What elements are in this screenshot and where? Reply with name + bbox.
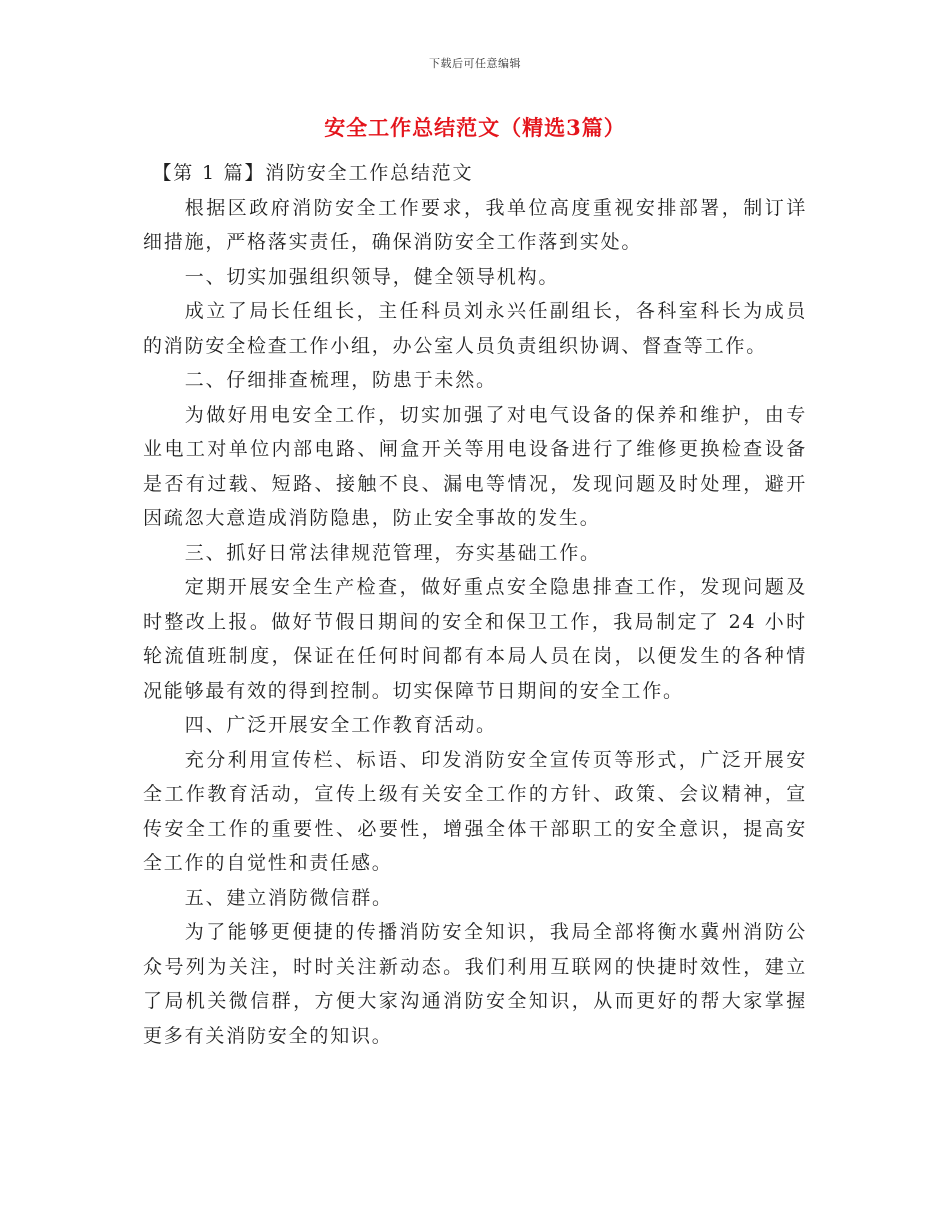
paragraph: 为了能够更便捷的传播消防安全知识，我局全部将衡水冀州消防公众号列为关注，时时关注新动态。我们利用互联网的快捷时效性，建立了局机关微信群，方便大家沟通消防安全知识，从而更好的帮大家掌握更多有关消防安全的知识。 [143,921,807,1047]
paragraph: 充分利用宣传栏、标语、印发消防安全宣传页等形式，广泛开展安全工作教育活动，宣传上级有关安全工作的方针、政策、会议精神，宣传安全工作的重要性、必要性，增强全体干部职工的安全意识，提高安全工作的自觉性和责任感。 [143,748,807,874]
paragraph: 成立了局长任组长，主任科员刘永兴任副组长，各科室科长为成员的消防安全检查工作小组，办公室人员负责组织协调、督查等工作。 [143,300,807,357]
paragraph-heading: 四、广泛开展安全工作教育活动。 [184,714,497,736]
section-heading: 【第 1 篇】消防安全工作总结范文 [152,162,474,184]
paragraph: 根据区政府消防安全工作要求，我单位高度重视安排部署，制订详细措施，严格落实责任，确保消防安全工作落到实处。 [143,196,807,253]
header-note: 下载后可任意编辑 [429,57,521,70]
paragraph-heading: 三、抓好日常法律规范管理，夯实基础工作。 [184,541,601,564]
document-title: 安全工作总结范文（精选3篇） [324,115,626,140]
paragraph: 为做好用电安全工作，切实加强了对电气设备的保养和维护，由专业电工对单位内部电路、闸盒开关等用电设备进行了维修更换检查设备是否有过载、短路、接触不良、漏电等情况，发现问题及时处理，避开因疏忽大意造成消防隐患，防止安全事故的发生。 [143,403,807,529]
document-body [143,156,807,1053]
paragraph-heading: 一、切实加强组织领导，健全领导机构。 [184,265,560,288]
paragraph-heading: 五、建立消防微信群。 [184,886,393,909]
paragraph-heading: 二、仔细排查梳理，防患于未然。 [184,369,497,391]
paragraph: 定期开展安全生产检查，做好重点安全隐患排查工作，发现问题及时整改上报。做好节假日期间的安全和保卫工作，我局制定了 24 小时轮流值班制度，保证在任何时间都有本局人员在岗，以便发生的各种情况能够最有效的得到控制。切实保障节日期间的安全工作。 [143,576,807,702]
